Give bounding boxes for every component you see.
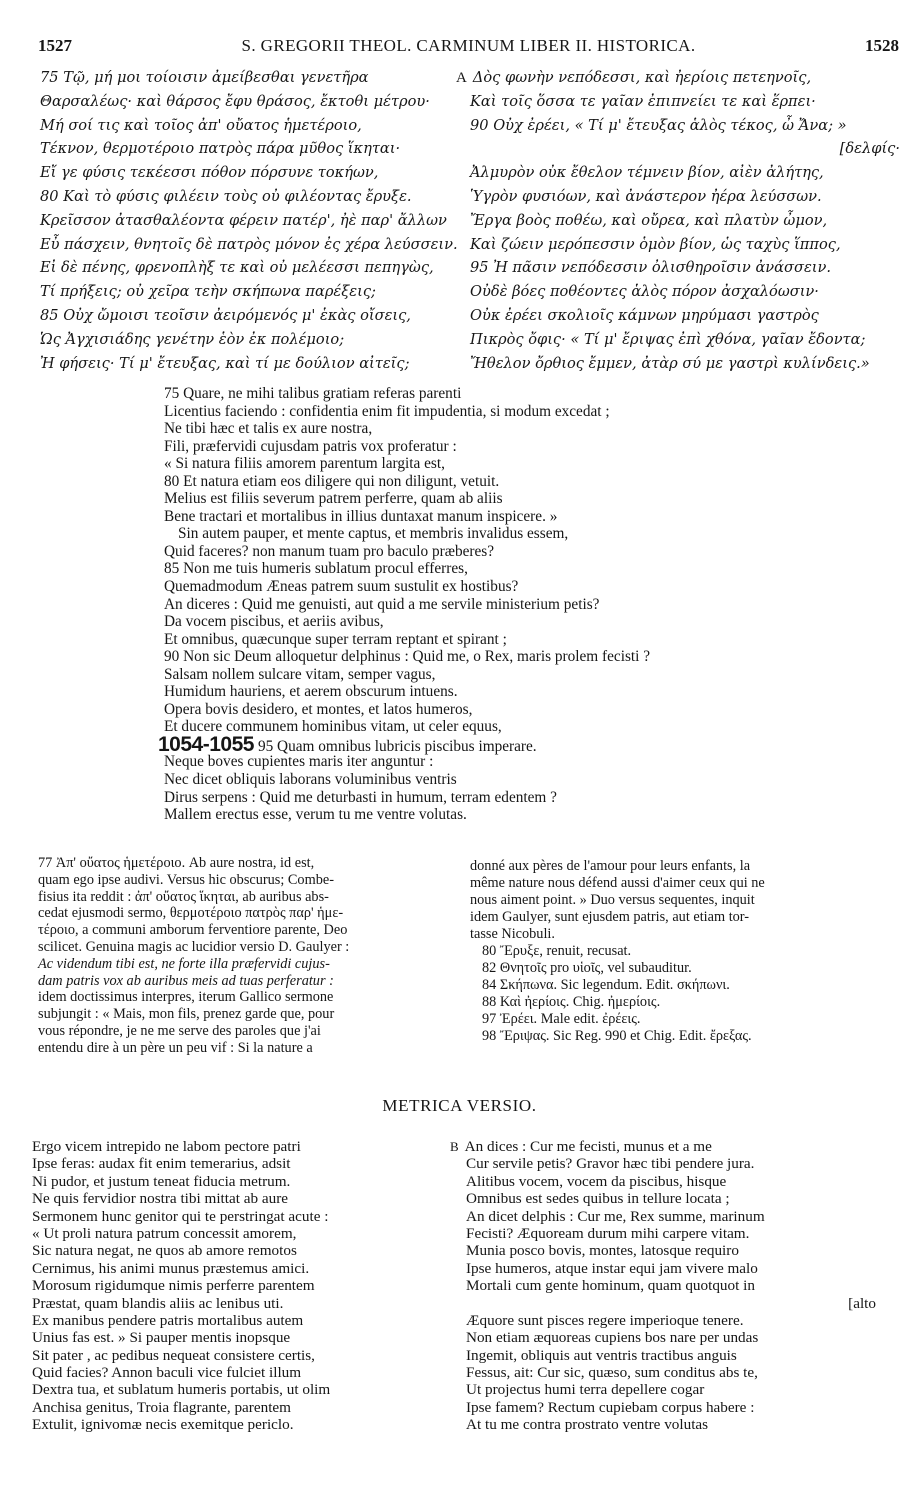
footnote-line: 77 Ἀπ' οὔατος ἡμετέροιο. Ab aure nostra, id est, [38,855,315,871]
latin-line: Fili, præfervidi cujusdam patris vox proferatur : [164,437,457,455]
section-heading: METRICA VERSIO. [382,1096,537,1115]
greek-line: Δὸς φωνὴν νεπόδεσσι, καὶ ἠερίοις πετεηνοῖς, [472,69,812,86]
verse-line: Quid facies? Annon baculi vice fulciet illum [32,1364,302,1382]
footnote-line: quam ego ipse audivi. Versus hic obscurus; Combe- [38,871,334,888]
page-number-left: 1527 [38,36,72,55]
column-marker-b: B [450,1139,459,1154]
latin-line: Nec dicet obliquis laborans voluminibus ventris [164,771,457,789]
latin-line: 90 Non sic Deum alloquetur delphinus : Quid me, o Rex, maris prolem fecisti ? [164,648,651,666]
footnote-line: dam patris vox ab auribus meis ad tuas perferatur : [38,972,334,989]
footnote-line: 88 Καὶ ἠερίοις. Chig. ἠμερίοις. [482,994,661,1010]
verse-line: Præstat, quam blandis aliis ac lenibus uti. [32,1294,284,1312]
verse-line: Ipse humeros, atque instar equi jam vivere malo [466,1259,758,1277]
greek-line: Ἠ φήσεις· Τί μ' ἔτευξας, καὶ τί με δούλιον αἰτεῖς; [40,354,410,372]
greek-line: 95 Ἠ πᾶσιν νεπόδεσσιν ὀλισθηροῖσιν ἀνάσσειν. [470,259,832,277]
verse-line: Non etiam æquoreas cupiens bos nare per undas [466,1329,759,1347]
verse-line: Munia posco bovis, montes, latosque requiro [466,1242,739,1260]
footnote-line: fisius ita reddit : ἀπ' οὔατος ἵκηται, ab auribus abs- [38,888,329,905]
verse-line: Ipse famem? Rectum cupiebam corpus habere : [466,1398,755,1416]
verse-line: An dicet delphis : Cur me, Rex summe, marinum [466,1207,765,1225]
latin-line: 75 Quare, ne mihi talibus gratiam referas parenti [164,385,462,402]
footnote-line: Ac videndum tibi est, ne forte illa præfervidi cujus- [38,955,330,972]
latin-line: Licentius faciendo : confidentia enim fit impudentia, si modum excedat ; [164,402,610,420]
latin-line: Quemadmodum Æneas patrem suum sustulit ex hostibus? [164,578,519,596]
verse-line: An dices : Cur me fecisti, munus et a me [464,1138,712,1155]
footnote-line: 98 Ἔριψας. Sic Reg. 990 et Chig. Edit. ἔρεξας. [482,1028,752,1044]
footnote-line: scilicet. Genuina magis ac lucidior versio D. Gaulyer : [38,938,350,955]
latin-translation [158,385,864,824]
greek-line: Ὑγρὸν φυσιόων, καὶ ἀνάστερον ἠέρα λεύσσων. [470,187,822,205]
greek-text-left-column [40,66,458,375]
greek-line: 85 Οὐχ ὤμοισι τεοῖσιν ἀειρόμενός μ' ἑκὰς οἴσεις, [40,306,411,324]
greek-line: 75 Τῷ, μή μοι τοίοισιν ἀμείβεσθαι γενετῆρα [40,69,369,86]
footnote-line: nous aiment point. » Duo versus sequentes, inquit [470,892,755,908]
greek-text-right-column [456,66,902,375]
latin-line: Sin autem pauper, et mente captus, et membris invalidus essem, [178,525,569,543]
footnote-line: idem doctissimus interpres, iterum Gallico sermone [38,989,334,1006]
greek-line: Τί πρήξεις; οὐ χεῖρα τεὴν σκήπωνα παρέξεις; [40,283,376,301]
verse-line: Sic natura negat, ne quos ab amore remotos [32,1242,297,1260]
greek-line: Πικρὸς ὄφις· « Τί μ' ἔριψας ἐπὶ χθόνα, γαῖαν ἔδοντα; [470,330,866,348]
greek-line: Ἔργα βοὸς ποθέω, καὶ οὔρεα, καὶ πλατὺν ὦμον, [470,211,828,229]
verse-line: Fecisti? Æquoream durum mihi carpere vitam. [466,1224,750,1242]
latin-line: Dirus serpens : Quid me deturbasti in humum, terram edentem ? [164,788,557,806]
latin-line: 95 Quam omnibus lubricis piscibus imperare. [257,737,537,755]
footnote-line: même nature nous défend aussi d'aimer ceux qui ne [470,875,765,891]
greek-line: Εἰ δὲ πένης, φρενοπλὴξ τε καὶ οὐ μελέεσσι πεπηγὼς, [40,259,434,277]
footnote-line: τέροιο, a communi amborum ferventiore parente, Deo [38,922,348,939]
verse-line: Ex manibus pendere patris mortalibus autem [32,1311,304,1329]
footnote-line: cedat ejusmodi sermo, θερμοτέροιο πατρὸς παρ' ἡμε- [38,905,344,922]
latin-line: Mallem erectus esse, verum tu me ventre volutas. [164,806,467,824]
footnote-line: donné aux pères de l'amour pour leurs enfants, la [470,858,751,874]
footnote-line: subjungit : « Mais, mon fils, prenez garde que, pour [38,1006,335,1023]
verse-line: Æquore sunt pisces regere imperioque tenere. [466,1311,744,1329]
verse-line: At tu me contra prostrato ventre volutas [466,1416,709,1434]
latin-line: « Si natura filiis amorem parentum largita est, [164,455,445,473]
footnote-line: 84 Σκήπωνα. Sic legendum. Edit. σκήπωνι. [482,977,730,993]
marginal-column-reference: 1054-1055 [158,732,254,756]
latin-line: Ne tibi hæc et talis ex aure nostra, [164,420,373,438]
footnote-line: 97 Ἐρέει. Male edit. ἐρέεις. [482,1011,641,1027]
greek-line-continuation: [δελφίς· [839,140,900,158]
greek-line: 80 Καὶ τὸ φύσις φιλέειν τοὺς οὐ φιλέοντας ἔρυξε. [40,187,412,205]
verse-line: Ingemit, obliquis aut ventris tractibus anguis [466,1346,737,1364]
verse-line: Omnibus est sedes quibus in tellure locata ; [466,1190,730,1208]
latin-line: Da vocem piscibus, et aeriis avibus, [164,613,384,631]
greek-line: Κρεῖσσον ἀτασθαλέοντα φέρειν πατέρ', ἠὲ παρ' ἄλλων [40,211,447,229]
latin-line: Bene tractari et mortalibus in illius duntaxat manum inspicere. » [164,507,558,525]
greek-line: Ὡς Ἀγχισιάδης γενέτην ἑὸν ἐκ πολέμοιο; [40,330,345,348]
latin-line: Salsam nollem sulcare vitam, semper vagus, [164,665,436,683]
greek-line: Καὶ τοῖς ὅσσα τε γαῖαν ἐπιπνείει τε καὶ ἕρπει· [470,92,816,110]
verse-line: Anchisa genitus, Troia flagrante, parentem [32,1398,291,1416]
latin-line: Humidum hauriens, et aerem obscurum intuens. [164,683,458,701]
page-number-right: 1528 [865,36,899,55]
verse-line: « Ut proli natura patrum concessit amorem, [32,1224,297,1242]
verse-line: Ipse feras: audax fit enim temerarius, adsit [32,1155,291,1173]
verse-line: Sit pater , ac pedibus nequeat consistere certis, [32,1346,315,1364]
latin-line: Neque boves cupientes maris iter anguntur : [164,753,434,771]
verse-line: Ni pudor, et justum teneat fiducia metrum. [32,1172,291,1190]
greek-line: Ἀλμυρὸν οὐκ ἔθελον τέμνειν βίον, αἰὲν ἀλήτης, [470,164,824,182]
greek-line: Μή σοί τις καὶ τοῖος ἀπ' οὔατος ἡμετέροιο, [40,116,362,134]
footnotes-left-column [38,855,446,1057]
greek-line: 90 Οὐχ ἐρέει, « Τί μ' ἔτευξας ἁλὸς τέκος, ὦ Ἄνα; » [470,116,847,134]
latin-line: Opera bovis desidero, et montes, et latos humeros, [164,700,473,718]
latin-line: Et omnibus, quæcunque super terram reptant et spirant ; [164,630,507,648]
verse-line: Fessus, ait: Cur sic, quæso, sum conditus abs te, [466,1364,758,1382]
greek-line: Οὐδὲ βόες ποθέοντες ἁλὸς πόρον ἀσχαλόωσιν· [470,283,819,301]
greek-line: Ἤθελον ὄρθιος ἔμμεν, ἀτὰρ σύ με γαστρὶ κυλίνδεις.» [470,354,870,372]
latin-line: Quid faceres? non manum tuam pro baculo præberes? [164,542,495,560]
column-marker-a: A [456,70,467,86]
running-header [38,36,899,60]
verse-line: Extulit, ignivomæ necis exemitque periclo. [32,1416,294,1434]
verse-line: Ut projectus humi terra depellere cogar [466,1381,705,1399]
greek-line: Οὐκ ἐρέει σκολιοῖς κάμνων μηρύμασι γαστρὸς [470,306,819,324]
verse-line: Sermonem hunc genitor qui te perstringat acute : [32,1207,329,1225]
greek-line: Τέκνον, θερμοτέροιο πατρὸς πάρα μῦθος ἵκηται· [40,140,401,158]
greek-line: Εἴ γε φύσις τεκέεσσι πόθον πόρσυνε τοκήων, [40,164,379,182]
footnote-line: idem Gaulyer, sunt ejusdem patris, aut etiam tor- [470,909,750,925]
verse-line: Mortali cum gente hominum, quam quotquot in [466,1277,755,1295]
metrica-versio-right-column [450,1138,890,1434]
footnote-line: 82 Θνητοῖς pro υἱοῖς, vel subauditur. [482,960,692,976]
latin-line: Et ducere communem hominibus vitam, ut celer equus, [164,718,502,736]
latin-line: An diceres : Quid me genuisti, aut quid a me servile ministerium petis? [164,595,600,613]
footnote-line: entendu dire à un père un peu vif : Si la nature a [38,1039,313,1056]
greek-line: Εὖ πάσχειν, θνητοῖς δὲ πατρὸς μόνον ἐς χέρα λεύσσειν. [40,235,458,253]
footnotes-right-column [470,858,890,1045]
verse-line: Ne quis fervidior nostra tibi mittat ab aure [32,1190,289,1208]
verse-line: Cernimus, his animi munus præstemus amici. [32,1259,310,1277]
verse-line: Morosum rigidumque nimis perferre parentem [32,1277,315,1295]
verse-line: Cur servile petis? Gravor hæc tibi pendere jura. [466,1155,755,1173]
latin-line: Melius est filiis severum patrem perferre, quam ab aliis [164,490,503,508]
greek-line: Καὶ ζώειν μερόπεσσιν ὁμὸν βίον, ὡς ταχὺς ἵππος, [470,235,841,253]
verse-line: Alitibus vocem, vocem da piscibus, hisque [466,1172,727,1190]
verse-line: Unius fas est. » Si pauper mentis inopsque [32,1329,291,1347]
verse-line-continuation: [alto [848,1294,876,1312]
running-title: S. GREGORII THEOL. CARMINUM LIBER II. HISTORICA. [241,36,696,55]
footnote-line: tasse Nicobuli. [470,926,555,942]
latin-line: 85 Non me tuis humeris sublatum procul efferres, [164,560,468,578]
greek-line: Θαρσαλέως· καὶ θάρσος ἔφυ θράσος, ἔκτοθι μέτρου· [40,92,430,110]
verse-line: Dextra tua, et sublatum humeris portabis, ut olim [32,1381,331,1399]
metrica-versio-left-column [32,1138,452,1434]
footnote-line: 80 Ἔρυξε, renuit, recusat. [482,943,632,959]
footnote-line: vous répondre, je ne me serve des paroles que j'ai [38,1022,321,1039]
verse-line: Ergo vicem intrepido ne labom pectore patri [32,1138,301,1155]
latin-line: 80 Et natura etiam eos diligere qui non diligunt, vetuit. [164,472,500,490]
